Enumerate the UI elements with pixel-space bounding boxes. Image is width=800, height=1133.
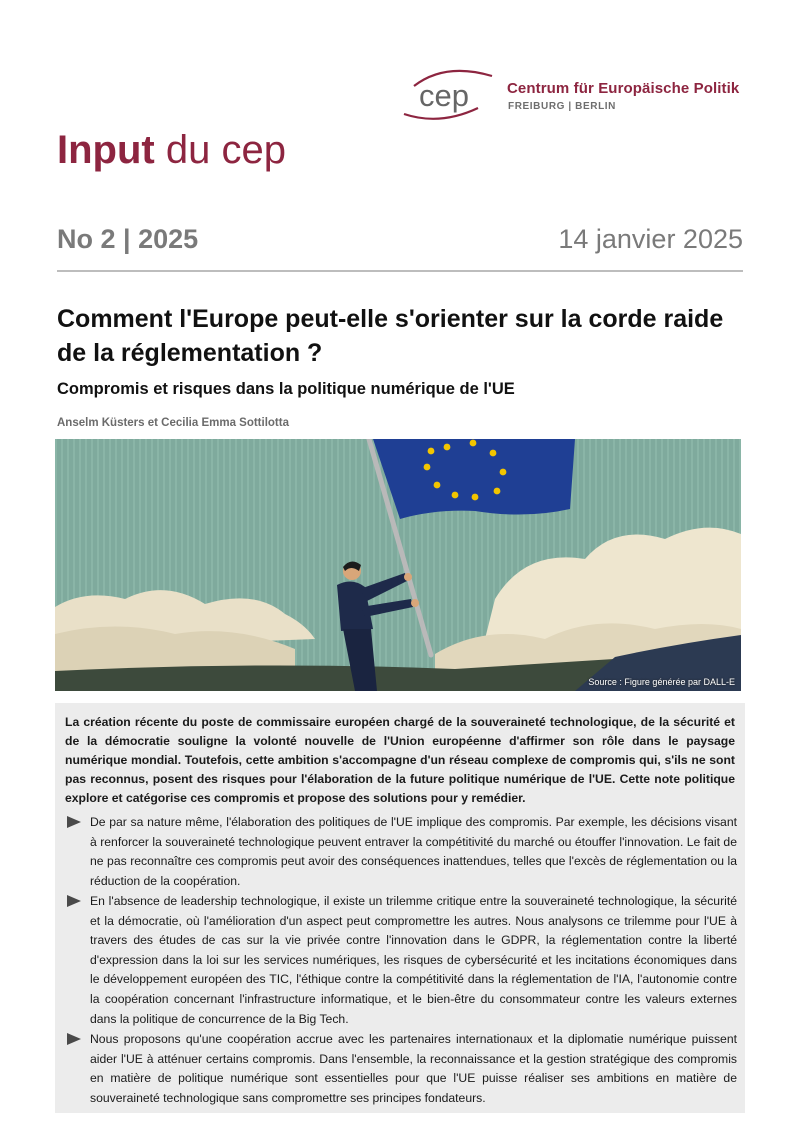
subheadline: Compromis et risques dans la politique numérique de l'UE — [57, 380, 515, 398]
logo-cities: FREIBURG | BERLIN — [508, 101, 616, 112]
svg-text:cep: cep — [419, 78, 469, 113]
summary-bullet-text: Nous proposons qu'une coopération accrue avec les partenaires internationaux et la diplomatie numérique puissent aider l'UE à atténuer certains compromis. Dans l'ensemble, la reconnaissance et la gestion stratégique des compromis en matière de politique numérique sont essentielles pour que l'UE puisse réaliser ses ambitions en matière de souveraineté technologique sans compromettre ses principes fondateurs. — [90, 1032, 737, 1105]
summary-bullet-text: En l'absence de leadership technologique, il existe un trilemme critique entre la souveraineté technologique, la sécurité et la démocratie, où l'amélioration d'un aspect peut compromettre les autres. Nous analysons ce trilemme pour l'UE à travers des études de cas sur la vie privée contre l'innovation dans le GDPR, la réglementation contre la liberté d'expression dans la loi sur les services numériques, les risques de cybersécurité et les incitations économiques dans le développement européen des TIC, l'éthique contre la compétitivité dans la réglementation de l'IA, l'autonomie contre la coopération concernant l'infrastructure informatique, et le bien-être du consommateur contre les valeurs externes dans la politique de concurrence de la Big Tech. — [90, 894, 737, 1026]
issue-date: 14 janvier 2025 — [558, 224, 743, 254]
authors: Anselm Küsters et Cecilia Emma Sottilotta — [57, 417, 289, 429]
triangle-bullet-icon — [67, 816, 81, 828]
cover-illustration — [55, 439, 741, 691]
series-title-rest: du cep — [154, 128, 286, 172]
summary-box — [55, 703, 745, 1113]
issue-line — [57, 224, 743, 264]
series-title — [57, 128, 286, 173]
summary-bullet-text: De par sa nature même, l'élaboration des politiques de l'UE implique des compromis. Par exemple, les décisions visant à renforcer la souveraineté technologique peuvent entraver la compétitivité du marché ou étouffer l'innovation. Le fait de ne pas reconnaître ces compromis peut avoir des conséquences inattendues, telles que l'excès de réglementation ou la réduction de la coopération. — [90, 815, 737, 888]
triangle-bullet-icon — [67, 1033, 81, 1045]
triangle-bullet-icon — [67, 895, 81, 907]
logo-organization-name: Centrum für Europäische Politik — [507, 80, 740, 97]
summary-intro: La création récente du poste de commissaire européen chargé de la souveraineté technologique, de la sécurité et de la démocratie souligne la volonté nouvelle de l'Union européenne d'affirmer son rôle dans le paysage numérique mondial. Toutefois, cette ambition s'accompagne d'un réseau complexe de compromis qui, s'ils ne sont pas reconnus, posent des risques pour l'élaboration de la future politique numérique de l'UE. Cette note politique explore et catégorise ces compromis et propose des solutions pour y remédier. — [65, 715, 735, 805]
issue-number: No 2 | 2025 — [57, 224, 199, 254]
headline: Comment l'Europe peut-elle s'orienter sur la corde raide de la réglementation ? — [57, 305, 724, 367]
eu-flag-illustration — [55, 439, 741, 691]
cep-logo-mark — [400, 68, 500, 124]
divider — [57, 270, 743, 272]
image-source-caption: Source : Figure générée par DALL-E — [588, 677, 735, 687]
series-title-bold: Input — [57, 128, 155, 172]
cep-logo — [400, 68, 745, 124]
